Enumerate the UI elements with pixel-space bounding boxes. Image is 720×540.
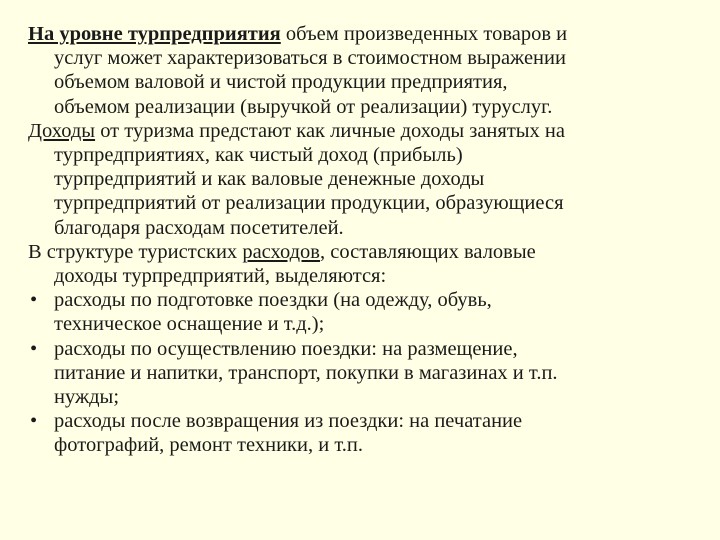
paragraph-line: турпредприятий и как валовые денежные доходы bbox=[54, 168, 485, 191]
paragraph-line: В структуре туристских bbox=[28, 240, 243, 263]
paragraph-line: благодаря расходам посетителей. bbox=[54, 216, 344, 239]
paragraph-line: объемом валовой и чистой продукции предприятия, bbox=[54, 71, 508, 94]
paragraph-line: турпредприятий от реализации продукции, образующиеся bbox=[54, 192, 564, 215]
paragraph-line: турпредприятиях, как чистый доход (прибыль) bbox=[54, 144, 463, 167]
paragraph-line: объем произведенных товаров и bbox=[280, 23, 568, 45]
paragraph-expenses-structure bbox=[28, 240, 692, 288]
list-item-line: нужды; bbox=[54, 386, 120, 409]
list-item-line: фотографий, ремонт техники, и т.п. bbox=[54, 434, 363, 457]
list-item-line: расходы по осуществлению поездки: на размещение, bbox=[54, 337, 518, 360]
paragraph-line: доходы турпредприятий, выделяются: bbox=[54, 265, 387, 288]
paragraph-income bbox=[28, 119, 692, 240]
list-item-line: расходы после возвращения из поездки: на печатание bbox=[54, 410, 523, 433]
term-income: Доходы bbox=[28, 119, 96, 142]
paragraph-line: от туризма предстают как личные доходы занятых на bbox=[95, 119, 566, 142]
list-item-line: расходы по подготовке поездки (на одежду, обувь, bbox=[54, 289, 492, 312]
paragraph-line: , составляющих валовые bbox=[319, 240, 536, 263]
list-item-after-return-expenses bbox=[28, 409, 692, 457]
term-expenses: расходов bbox=[242, 240, 320, 263]
paragraph-line: услуг может характеризоваться в стоимостном выражении bbox=[54, 47, 566, 70]
bullet-icon: • bbox=[30, 337, 38, 360]
term-tour-enterprise-level: На уровне турпредприятия bbox=[28, 23, 281, 45]
paragraph-production-volume bbox=[28, 22, 692, 119]
paragraph-line: объемом реализации (выручкой от реализации) туруслуг. bbox=[54, 95, 553, 118]
list-item-preparation-expenses bbox=[28, 288, 692, 336]
bullet-icon: • bbox=[30, 410, 38, 433]
list-item-line: питание и напитки, транспорт, покупки в магазинах и т.п. bbox=[54, 361, 558, 384]
list-item-line: техническое оснащение и т.д.); bbox=[54, 313, 325, 336]
list-item-trip-expenses bbox=[28, 337, 692, 410]
bullet-icon: • bbox=[30, 289, 38, 312]
